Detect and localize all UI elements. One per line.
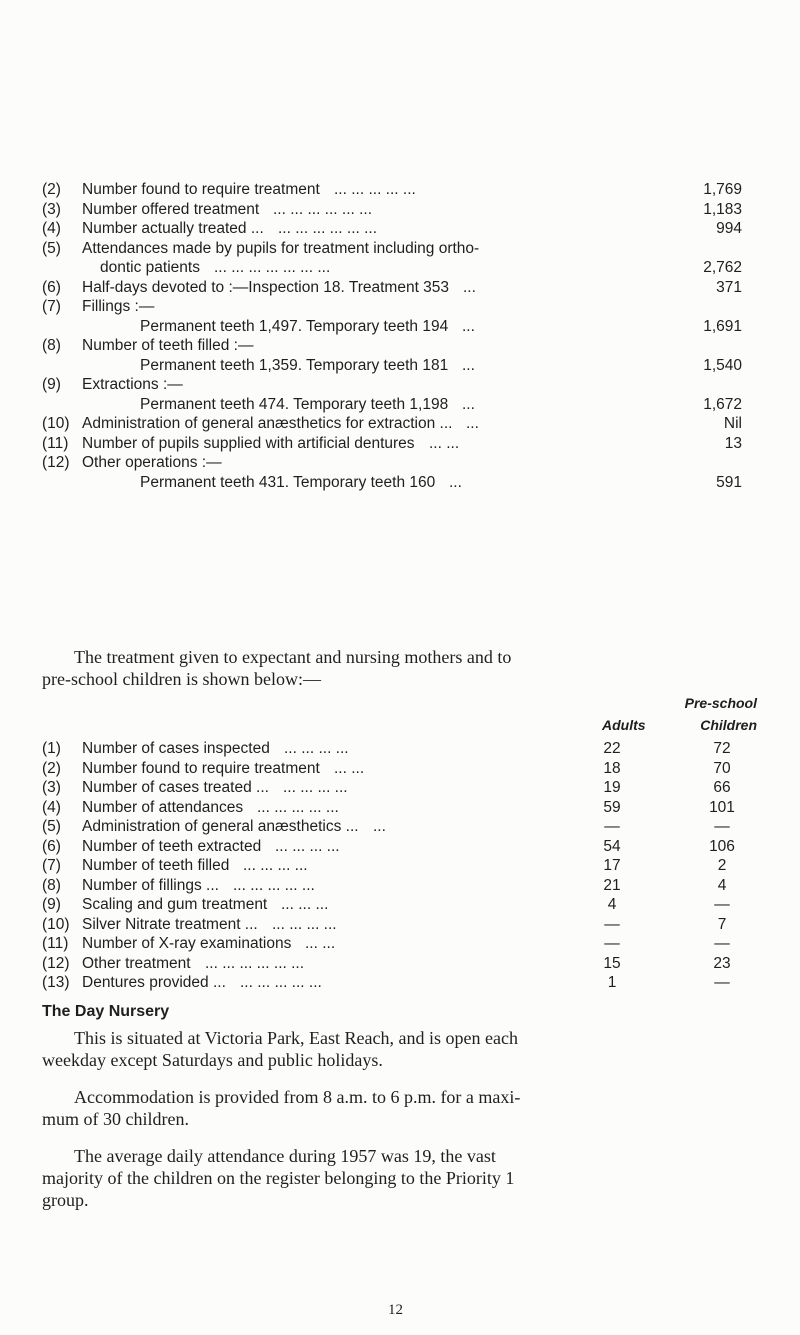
table-row [42,895,757,915]
leader-dots: ... ... ... ... ... ... ... [214,259,331,276]
nursery-p2-line-2: mum of 30 children. [42,1109,189,1129]
leader-dots: ... ... ... ... [283,779,348,796]
mothers-children-table [42,695,757,993]
table-row [42,856,757,876]
list-item [42,395,742,415]
item-value: 591 [716,473,742,491]
list-item [42,258,742,278]
list-item [42,414,742,434]
list-item [42,473,742,493]
leader-dots: ... [449,473,462,491]
row-label: Administration of general anæsthetics ... [82,818,359,835]
preschool-value: 4 [717,876,727,894]
item-number: (8) [42,337,61,354]
item-value: Nil [723,415,742,432]
list-item [42,219,742,239]
leader-dots: ... [462,317,475,335]
leader-dots: ... [466,415,479,432]
col-header-adults: Adults [602,717,646,733]
table-header [42,695,757,739]
adults-value: 1 [607,974,617,991]
list-item [42,297,742,317]
table-row [42,837,757,857]
preschool-value: — [714,896,730,913]
adults-value: 15 [603,954,621,972]
row-label: Number found to require treatment [82,759,320,777]
item-label: Number found to require treatment [82,181,320,198]
intro-line-2: pre-school children is shown below:— [42,669,321,689]
row-label: Number of teeth extracted [82,837,262,855]
adults-value: 4 [607,896,617,913]
item-label: Attendances made by pupils for treatment including ortho- [82,239,480,257]
row-number: (10) [42,915,70,933]
list-item [42,453,742,473]
row-number: (4) [42,798,61,816]
row-label: Number of fillings ... [82,876,219,894]
nursery-p3-line-2: majority of the children on the register belonging to the Priority 1 [42,1168,515,1188]
leader-dots: ... ... ... [281,896,329,913]
list-item [42,356,742,376]
item-label: Fillings :— [82,298,155,315]
leader-dots: ... ... ... ... ... ... [273,200,373,218]
leader-dots: ... ... ... ... [275,837,340,855]
item-label: Number of pupils supplied with artificial dentures [82,434,415,452]
item-number: (9) [42,376,61,393]
table-row [42,954,757,974]
leader-dots: ... ... ... ... [284,740,349,757]
page-number: 12 [388,1302,403,1318]
table-row [42,759,757,779]
list-item [42,317,742,337]
leader-dots: ... ... ... ... [272,915,337,933]
row-label: Number of X-ray examinations [82,935,292,952]
leader-dots: ... ... ... ... ... ... [205,954,305,972]
table-row [42,934,757,954]
preschool-value: 2 [717,857,727,874]
list-item [42,239,742,259]
leader-dots: ... ... [305,935,336,952]
row-number: (6) [42,837,61,855]
item-label: Number offered treatment [82,200,260,218]
leader-dots: ... ... ... ... ... [257,798,339,816]
table-row [42,817,757,837]
leader-dots: ... ... [429,434,460,452]
table-row [42,876,757,896]
adults-value: — [604,915,620,933]
preschool-value: 70 [713,759,731,777]
item-label: Number actually treated ... [82,220,264,237]
intro-line-1: The treatment given to expectant and nursing mothers and to [74,647,512,667]
nursery-p3-line-3: group. [42,1190,89,1210]
preschool-value: — [714,935,730,952]
leader-dots: ... ... ... ... ... ... [278,220,378,237]
item-number: (11) [42,434,69,452]
adults-value: 22 [603,740,621,757]
preschool-value: 23 [713,954,731,972]
list-item [42,375,742,395]
nursery-paragraph-2 [42,1086,760,1130]
leader-dots: ... ... [334,759,365,777]
row-number: (8) [42,876,61,894]
row-number: (7) [42,857,61,874]
list-item [42,278,742,298]
leader-dots: ... [373,818,386,835]
leader-dots: ... [462,395,475,413]
item-label: Number of teeth filled :— [82,337,254,354]
item-value: 1,672 [703,395,742,413]
row-number: (2) [42,759,61,777]
adults-value: — [604,818,620,835]
item-label: Permanent teeth 1,497. Temporary teeth 194 [140,317,449,335]
table-row [42,915,757,935]
item-value: 1,769 [703,181,742,198]
item-number: (6) [42,278,61,296]
preschool-value: 101 [709,798,735,816]
item-number: (3) [42,200,61,218]
list-item [42,200,742,220]
leader-dots: ... [462,356,475,374]
preschool-value: 72 [713,740,731,757]
item-value: 994 [716,220,742,237]
preschool-value: 106 [709,837,735,855]
nursery-paragraph-3 [42,1145,760,1211]
item-value: 1,540 [703,356,742,374]
preschool-value: 66 [713,779,731,796]
row-label: Scaling and gum treatment [82,896,268,913]
nursery-p1-line-1: This is situated at Victoria Park, East Reach, and is open each [74,1028,518,1048]
row-label: Number of teeth filled [82,857,230,874]
list-item [42,434,742,454]
intro-paragraph [42,646,760,690]
leader-dots: ... [463,278,476,296]
leader-dots: ... ... ... ... ... [240,974,322,991]
table-row [42,739,757,759]
row-number: (3) [42,779,61,796]
row-label: Number of attendances [82,798,244,816]
row-label: Number of cases treated ... [82,779,269,796]
adults-value: 17 [603,857,621,874]
item-number: (10) [42,415,70,432]
item-label: Other operations :— [82,454,222,471]
dental-treatment-list [42,180,742,492]
table-row [42,973,757,993]
item-label: Half-days devoted to :—Inspection 18. Treatment 353 [82,278,450,296]
item-label: Permanent teeth 431. Temporary teeth 160 [140,473,436,491]
row-label: Silver Nitrate treatment ... [82,915,258,933]
item-label: Administration of general anæsthetics for extraction ... [82,415,453,432]
item-label: Permanent teeth 1,359. Temporary teeth 181 [140,356,449,374]
nursery-p3-line-1: The average daily attendance during 1957 was 19, the vast [74,1146,496,1166]
row-number: (5) [42,818,61,835]
item-value: 1,183 [703,200,742,218]
adults-value: 18 [603,759,621,777]
item-value: 2,762 [703,259,742,276]
row-label: Dentures provided ... [82,974,226,991]
preschool-value: — [714,974,730,991]
item-label: Extractions :— [82,376,183,393]
nursery-p1-line-2: weekday except Saturdays and public holidays. [42,1050,383,1070]
item-number: (4) [42,220,61,237]
row-number: (1) [42,740,61,757]
item-number: (5) [42,239,61,257]
list-item [42,180,742,200]
row-label: Number of cases inspected [82,740,270,757]
adults-value: — [604,935,620,952]
col-header-preschool-2: Children [700,717,757,733]
leader-dots: ... ... ... ... ... [233,876,315,894]
item-number: (2) [42,181,61,198]
adults-value: 21 [603,876,621,894]
nursery-p2-line-1: Accommodation is provided from 8 a.m. to 6 p.m. for a maxi- [74,1087,521,1107]
list-item [42,336,742,356]
item-label: Permanent teeth 474. Temporary teeth 1,198 [140,395,449,413]
table-body [42,739,757,993]
leader-dots: ... ... ... ... [243,857,308,874]
item-number: (12) [42,454,70,471]
row-number: (9) [42,896,61,913]
row-number: (13) [42,974,70,991]
item-number: (7) [42,298,61,315]
preschool-value: 7 [717,915,727,933]
col-header-preschool-1: Pre-school [684,695,757,711]
row-label: Other treatment [82,954,191,972]
item-value: 371 [716,278,742,296]
table-row [42,778,757,798]
row-number: (11) [42,935,69,952]
item-label: dontic patients [100,259,200,276]
section-heading: The Day Nursery [42,1003,170,1020]
row-number: (12) [42,954,70,972]
table-row [42,798,757,818]
preschool-value: — [714,818,730,835]
adults-value: 59 [603,798,621,816]
adults-value: 54 [603,837,621,855]
item-value: 1,691 [703,317,742,335]
adults-value: 19 [603,779,621,796]
nursery-paragraph-1 [42,1027,760,1071]
item-value: 13 [724,434,742,452]
leader-dots: ... ... ... ... ... [334,181,416,198]
